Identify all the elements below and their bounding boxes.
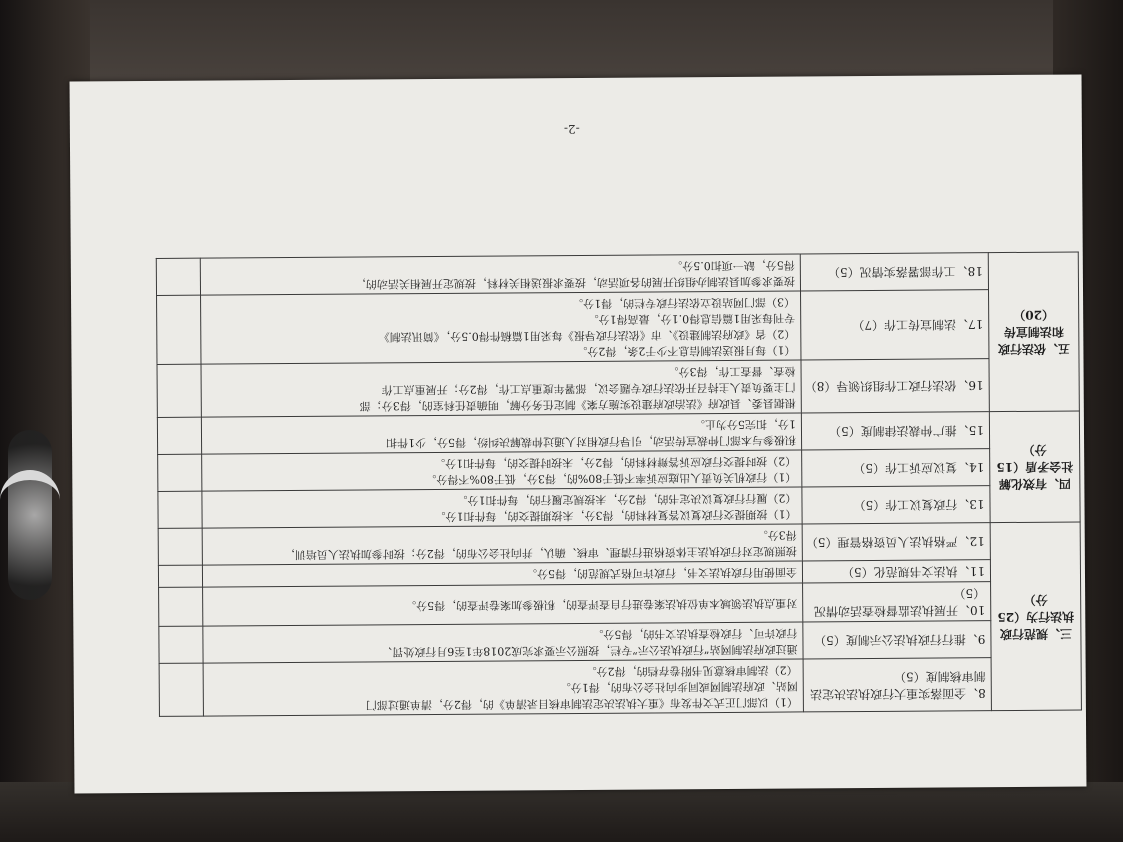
score-cell <box>158 491 202 528</box>
item-cell: 8、全面落实重大行政执法决定法制审核制度（5） <box>803 658 991 712</box>
table-row <box>158 448 1080 491</box>
criteria-cell <box>203 583 803 626</box>
table-row <box>159 620 1081 663</box>
table-row <box>159 657 1081 716</box>
criteria-cell <box>201 360 801 417</box>
score-cell <box>158 565 202 587</box>
criteria-cell <box>202 561 802 587</box>
criteria-line: 得5分，缺一项扣0.5分。 <box>671 258 795 273</box>
criteria-line: （2）按时提交行政应诉答辩材料的，得2分，未按时提交的，每件扣1分。 <box>434 454 797 471</box>
evaluation-table <box>156 251 1082 716</box>
criteria-line: 行政许可、行政检查执法文书的，得5分。 <box>592 626 798 641</box>
table-row <box>157 358 1079 417</box>
criteria-cell <box>200 254 800 295</box>
criteria-line: （2）履行行政复议决定书的，得2分，未按规定履行的，每件扣1分。 <box>456 491 797 507</box>
criteria-line: （1）以部门正式文件发布《重大执法决定法制审核目录清单》的，得2分，清单通过部门 <box>365 695 798 712</box>
criteria-line: 网站、政府法制网或同步向社会公布的，得1分。 <box>559 679 798 695</box>
paper-sheet <box>70 74 1087 793</box>
score-cell <box>158 454 202 491</box>
table-row <box>159 581 1081 626</box>
item-cell: 18、工作部署落实情况（5） <box>800 253 988 291</box>
score-cell <box>158 528 202 565</box>
item-cell: 9、推行行政执法公示制度（5） <box>803 621 991 659</box>
criteria-line: 对重点执法领域本单位执法案卷进行自查评查的，积极参加案卷评查的，得5分。 <box>405 596 798 613</box>
criteria-line: （2）法制审核意见书附卷存档的，得2分。 <box>585 663 798 678</box>
criteria-line: 按照规定对行政执法主体资格进行清理、审核、确认，并向社会公布的，得2分；按时参加执法人员培训， <box>283 544 797 562</box>
criteria-line: 专刊每采用1篇信息得0.1分，最高得1分。 <box>587 311 796 326</box>
criteria-line: 门主要负责人主持召开依法行政专题会议，部署年度重点工作，得2分；开展重点工作 <box>381 380 796 397</box>
score-cell <box>159 663 203 716</box>
category-cell: 四、有效化解社会矛盾（15分） <box>989 411 1080 523</box>
criteria-line: 全面使用行政执法文书，行政许可格式规范的，得5分。 <box>525 565 798 581</box>
score-cell <box>159 626 203 663</box>
page-number: -2- <box>563 121 580 137</box>
criteria-line: （1）每月报送法制信息不少于2条，得2分。 <box>576 343 796 359</box>
criteria-line: （1）按期提交行政复议答复材料的，得3分，未按期提交的，每件扣1分。 <box>434 507 797 524</box>
table-row <box>158 522 1080 565</box>
item-cell: 11、执法文书规范化（5） <box>802 560 990 583</box>
score-cell <box>156 258 200 295</box>
item-cell: 12、严格执法人员资格管理（5） <box>802 523 990 561</box>
criteria-line: 根据县委、县政府《法治政府建设实施方案》制定任务分解，明确责任科室的，得3分；部 <box>359 396 796 413</box>
criteria-line: 1分，扣完5分为止。 <box>693 417 796 432</box>
printed-page <box>70 74 1087 793</box>
table-row <box>156 252 1078 295</box>
criteria-line: 积极参与本部门仲裁宣传活动，引导行政相对人通过仲裁解决纠纷，得5分，少1件扣 <box>386 433 797 450</box>
table-row <box>158 485 1080 528</box>
criteria-cell <box>201 291 801 364</box>
criteria-line: （3）部门网站设立依法行政专栏的，得1分。 <box>572 295 796 311</box>
item-cell: 17、法制宣传工作（7） <box>801 290 989 360</box>
criteria-line: 检查、督查工作，得3分。 <box>667 364 796 379</box>
criteria-cell <box>203 622 803 663</box>
criteria-line: （1）行政机关负责人出庭应诉率不低于80%的，得3分，低于80%不得分。 <box>425 470 797 487</box>
item-cell: 14、复议应诉工作（5） <box>802 449 990 487</box>
criteria-line: 通过政府法制网站“行政执法公示”专栏，按照公示要求完成2018年1至6月行政处罚、 <box>381 642 798 659</box>
criteria-line: （2）省《政府法制建设》、市《依法行政导报》每采用1篇稿件得0.5分，《简讯法制》 <box>378 327 796 344</box>
criteria-cell <box>202 450 802 491</box>
category-cell: 五、依法行政和法制宣传（20） <box>988 252 1079 412</box>
criteria-cell <box>202 524 802 565</box>
table-row <box>157 411 1079 454</box>
score-cell <box>157 364 201 417</box>
score-cell <box>159 587 203 626</box>
criteria-line: 得3分。 <box>756 528 797 542</box>
criteria-line: 按要求参加县法制办组织开展的各项活动，按要求报送相关材料，按规定开展相关活动的， <box>354 274 795 291</box>
item-cell: 13、行政复议工作（5） <box>802 486 990 524</box>
criteria-cell <box>201 413 801 454</box>
category-cell: 三、规范行政执法行为（25分） <box>990 522 1081 711</box>
score-cell <box>157 295 201 364</box>
criteria-cell <box>203 659 803 716</box>
item-cell: 10、开展执法监督检查活动情况（5） <box>803 582 991 622</box>
item-cell: 16、依法行政工作组织领导（8） <box>801 359 989 413</box>
table-row <box>157 289 1079 364</box>
score-cell <box>157 417 201 454</box>
item-cell: 15、推广仲裁法律制度（5） <box>801 412 989 450</box>
criteria-cell <box>202 487 802 528</box>
